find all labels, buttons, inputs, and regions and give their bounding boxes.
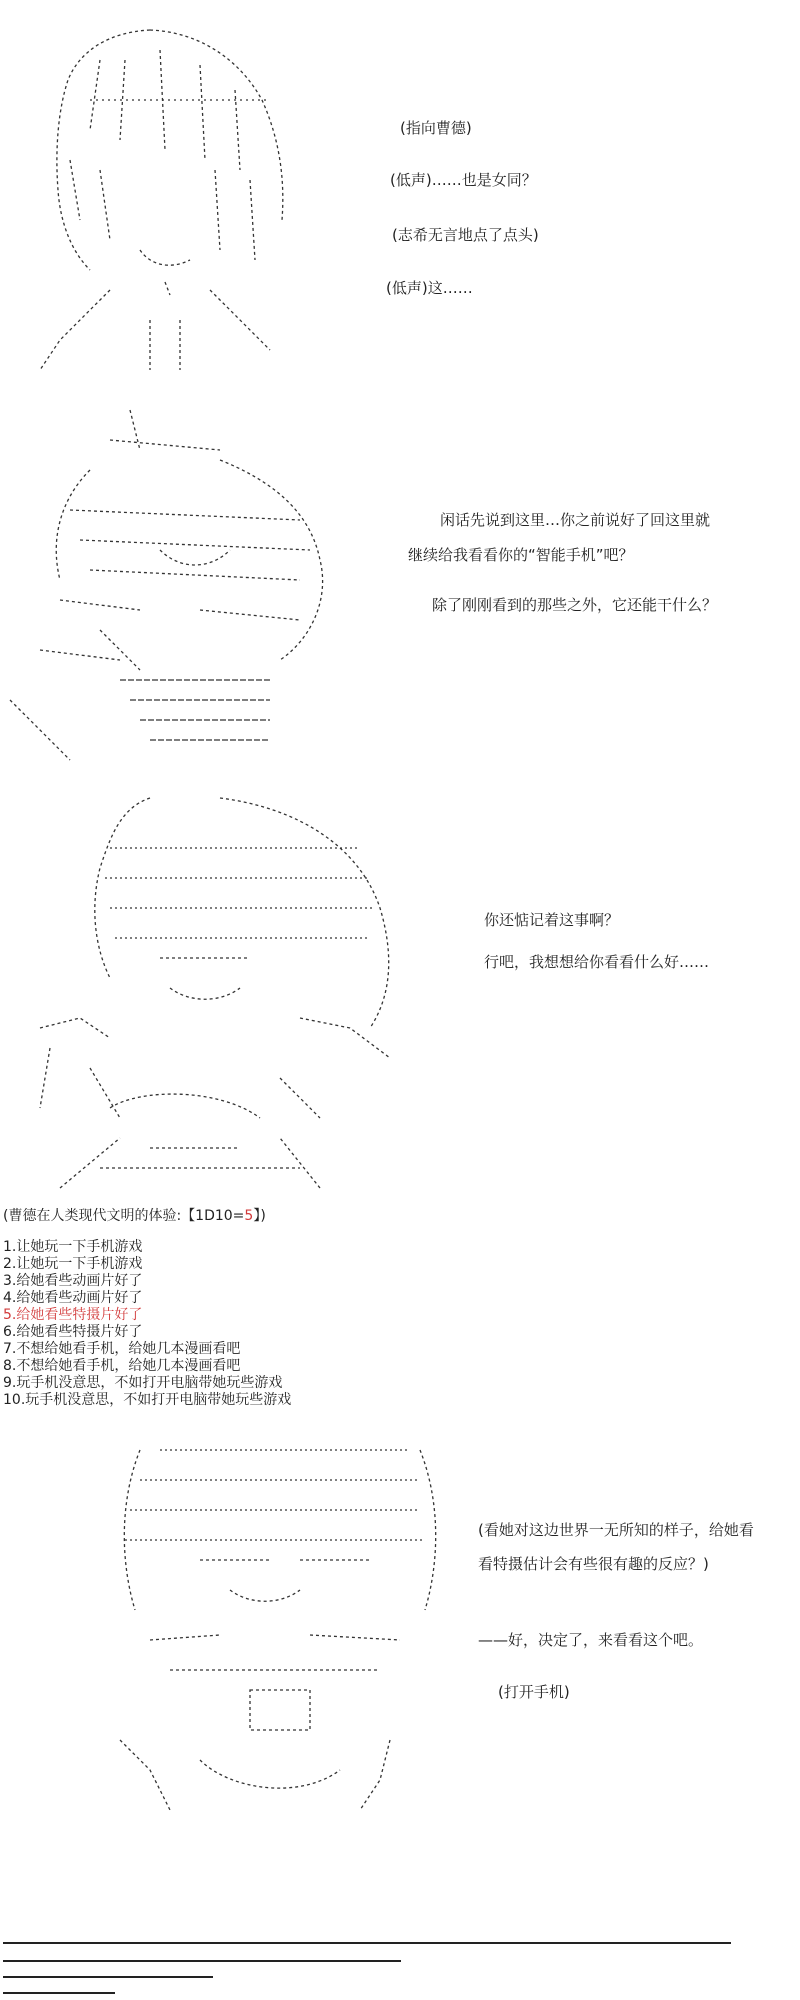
dialogue-line: (指向曹德): [400, 119, 472, 137]
roll-options-list: [3, 1239, 291, 1409]
roll-option: 1.让她玩一下手机游戏: [3, 1239, 143, 1255]
dialogue-line: 继续给我看看你的“智能手机”吧？: [408, 546, 634, 564]
roll-option: 7.不想给她看手机，给她几本漫画看吧: [3, 1341, 241, 1357]
roll-option: 2.让她玩一下手机游戏: [3, 1256, 143, 1272]
dialogue-line: 看特摄估计会有些很有趣的反应？): [478, 1555, 709, 1573]
roll-label-prefix: (曹德在人类现代文明的体验:【1D10=: [3, 1208, 245, 1224]
panel-4: [0, 1430, 800, 1830]
roll-option: 3.给她看些动画片好了: [3, 1273, 143, 1289]
divider-rule: [3, 1960, 401, 1962]
roll-option: 10.玩手机没意思，不如打开电脑带她玩些游戏: [3, 1392, 292, 1408]
roll-option: 8.不想给她看手机，给她几本漫画看吧: [3, 1358, 241, 1374]
dialogue-line: (看她对这边世界一无所知的样子，给她看: [478, 1521, 754, 1539]
roll-option: 9.玩手机没意思，不如打开电脑带她玩些游戏: [3, 1375, 283, 1391]
roll-label-suffix: 】): [253, 1208, 266, 1224]
ascii-art-character-2: [0, 400, 340, 765]
divider-rule: [3, 1942, 731, 1944]
ascii-art-character-4: [80, 1440, 450, 1820]
dialogue-line: 你还惦记着这事啊？: [484, 911, 620, 929]
roll-option: 5.给她看些特摄片好了: [3, 1307, 143, 1323]
dialogue-line: ——好，决定了，来看看这个吧。: [478, 1631, 704, 1649]
ascii-art-character-3: [0, 788, 420, 1198]
dice-roll-result: [3, 1208, 291, 1225]
dialogue-line: (低声)……也是女同？: [390, 171, 537, 189]
panel-3: [0, 780, 800, 1200]
roll-option: 4.给她看些动画片好了: [3, 1290, 143, 1306]
divider-rule: [3, 1976, 213, 1978]
dialogue-line: 闲话先说到这里…你之前说好了回这里就: [440, 511, 711, 529]
ascii-art-character-1: [0, 20, 310, 375]
dialogue-line: (志希无言地点了点头): [392, 226, 539, 244]
divider-rule: [3, 1992, 115, 1994]
panel-1: [0, 0, 800, 380]
dialogue-line: 除了刚刚看到的那些之外，它还能干什么？: [432, 596, 718, 614]
dialogue-line: (打开手机): [498, 1683, 570, 1701]
roll-option: 6.给她看些特摄片好了: [3, 1324, 143, 1340]
panel-2: [0, 390, 800, 770]
dice-roll-block: [3, 1208, 291, 1409]
roll-result-value: 5: [244, 1208, 254, 1224]
dialogue-line: 行吧，我想想给你看看什么好……: [484, 953, 710, 971]
dialogue-line: (低声)这……: [386, 279, 473, 297]
